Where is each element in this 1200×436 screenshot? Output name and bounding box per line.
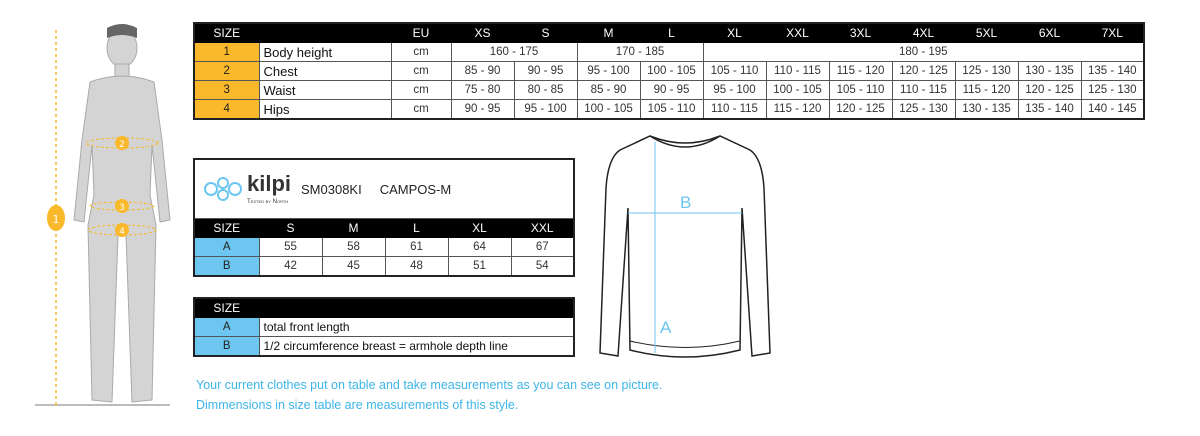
legend-text: 1/2 circumference breast = armhole depth line [259, 337, 574, 357]
measurement-legend-table [193, 297, 575, 357]
cell: 125 - 130 [955, 62, 1018, 81]
row-unit: cm [391, 43, 451, 62]
cell: 110 - 115 [892, 81, 955, 100]
table-row [194, 238, 574, 257]
table-header-row [194, 219, 574, 238]
header-5xl: 5XL [955, 23, 1018, 43]
cell: 90 - 95 [514, 62, 577, 81]
cell: 42 [259, 257, 322, 277]
cell: 85 - 90 [451, 62, 514, 81]
header-size: SIZE [194, 298, 259, 318]
cell: 125 - 130 [892, 100, 955, 120]
cell: 120 - 125 [829, 100, 892, 120]
legend-text: total front length [259, 318, 574, 337]
cell: 95 - 100 [577, 62, 640, 81]
cell: 58 [322, 238, 385, 257]
legend-label: A [194, 318, 259, 337]
cell: 55 [259, 238, 322, 257]
header-m: M [322, 219, 385, 238]
table-row [194, 257, 574, 277]
product-header [194, 159, 574, 219]
product-name: CAMPOS-M [379, 181, 452, 197]
cell: 105 - 110 [703, 62, 766, 81]
header-eu: EU [391, 23, 451, 43]
cell: 61 [385, 238, 448, 257]
header-xxl: XXL [766, 23, 829, 43]
header-blank [259, 298, 574, 318]
row-number: 2 [194, 62, 259, 81]
shirt-illustration [590, 128, 780, 368]
row-label: Chest [259, 62, 391, 81]
table-header-row [194, 23, 1144, 43]
header-xs: XS [451, 23, 514, 43]
row-unit: cm [391, 62, 451, 81]
kilpi-knot-logo-icon [203, 176, 243, 202]
cell: 100 - 105 [766, 81, 829, 100]
cell: 67 [511, 238, 574, 257]
product-code: SM0308KI [301, 181, 362, 197]
cell: 48 [385, 257, 448, 277]
cell: 90 - 95 [640, 81, 703, 100]
garment-size-table [193, 158, 575, 277]
cell: 105 - 110 [829, 81, 892, 100]
cell: 54 [511, 257, 574, 277]
cell: 90 - 95 [451, 100, 514, 120]
cell: 120 - 125 [892, 62, 955, 81]
cell: 125 - 130 [1081, 81, 1144, 100]
cell: 135 - 140 [1081, 62, 1144, 81]
body-size-table [193, 22, 1145, 120]
table-row [194, 62, 1144, 81]
row-label: Body height [259, 43, 391, 62]
marker-2: 2 [119, 140, 125, 150]
dimensions-note: Dimmensions in size table are measurements of this style. [196, 398, 519, 412]
cell: 45 [322, 257, 385, 277]
header-s: S [259, 219, 322, 238]
header-blank [259, 23, 391, 43]
header-l: L [385, 219, 448, 238]
row-label: Waist [259, 81, 391, 100]
table-row [194, 81, 1144, 100]
cell: 85 - 90 [577, 81, 640, 100]
cell: 64 [448, 238, 511, 257]
cell: 105 - 110 [640, 100, 703, 120]
marker-4: 4 [119, 227, 125, 237]
header-4xl: 4XL [892, 23, 955, 43]
cell: 115 - 120 [829, 62, 892, 81]
shirt-marker-b: B [680, 193, 692, 212]
header-l: L [640, 23, 703, 43]
table-row [194, 318, 574, 337]
cell: 160 - 175 [451, 43, 577, 62]
row-number: 1 [194, 43, 259, 62]
cell: 95 - 100 [514, 100, 577, 120]
cell: 100 - 105 [640, 62, 703, 81]
brand-tagline: Tested by North [247, 198, 289, 205]
header-xl: XL [703, 23, 766, 43]
header-xl: XL [448, 219, 511, 238]
cell: 110 - 115 [703, 100, 766, 120]
cell: 180 - 195 [703, 43, 1144, 62]
cell: 170 - 185 [577, 43, 703, 62]
row-number: 4 [194, 100, 259, 120]
header-size: SIZE [194, 23, 259, 43]
legend-label: B [194, 337, 259, 357]
cell: 80 - 85 [514, 81, 577, 100]
marker-1: 1 [52, 213, 60, 226]
row-label: Hips [259, 100, 391, 120]
cell: 115 - 120 [766, 100, 829, 120]
shirt-marker-a: A [660, 318, 672, 337]
product-header-row [194, 159, 574, 219]
cell: 75 - 80 [451, 81, 514, 100]
row-number: 3 [194, 81, 259, 100]
row-unit: cm [391, 81, 451, 100]
body-figure-illustration [20, 20, 200, 420]
marker-3: 3 [119, 203, 125, 213]
header-7xl: 7XL [1081, 23, 1144, 43]
header-size: SIZE [194, 219, 259, 238]
table-row [194, 337, 574, 357]
table-header-row [194, 298, 574, 318]
table-row [194, 100, 1144, 120]
header-3xl: 3XL [829, 23, 892, 43]
header-6xl: 6XL [1018, 23, 1081, 43]
cell: 51 [448, 257, 511, 277]
cell: 115 - 120 [955, 81, 1018, 100]
cell: 95 - 100 [703, 81, 766, 100]
row-label: B [194, 257, 259, 277]
cell: 130 - 135 [955, 100, 1018, 120]
header-m: M [577, 23, 640, 43]
header-s: S [514, 23, 577, 43]
instruction-note: Your current clothes put on table and take measurements as you can see on picture. [196, 378, 663, 392]
brand-logo: kilpi [247, 170, 292, 196]
cell: 140 - 145 [1081, 100, 1144, 120]
cell: 110 - 115 [766, 62, 829, 81]
table-row [194, 43, 1144, 62]
cell: 135 - 140 [1018, 100, 1081, 120]
header-xxl: XXL [511, 219, 574, 238]
row-label: A [194, 238, 259, 257]
cell: 100 - 105 [577, 100, 640, 120]
cell: 120 - 125 [1018, 81, 1081, 100]
cell: 130 - 135 [1018, 62, 1081, 81]
row-unit: cm [391, 100, 451, 120]
